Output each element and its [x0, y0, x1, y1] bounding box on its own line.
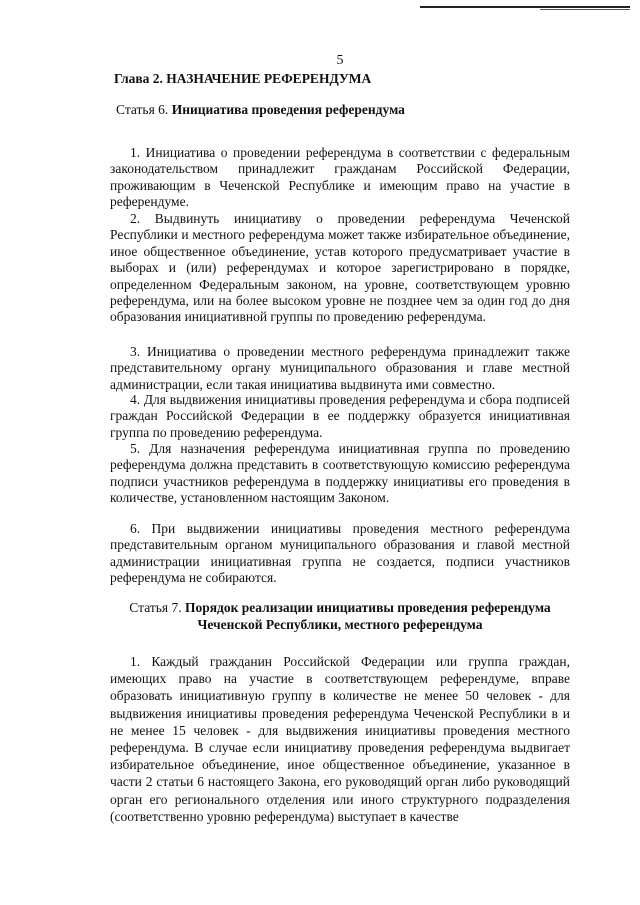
- article-6-heading: [116, 102, 405, 118]
- article-6-title: Инициатива проведения референдума: [171, 102, 405, 117]
- article-7-heading: [110, 599, 570, 633]
- article-6-paragraph-1: 1. Инициатива о проведении референдума в соответствии с федеральным законодательством принадлежит гражданам Российской Федерации, проживающим в Чеченской Республике и имеющим право на участие в референдуме.: [110, 145, 570, 210]
- article-6-prefix: Статья 6.: [116, 102, 172, 117]
- scan-top-rule: [420, 6, 630, 8]
- article-7-title-line-2: Чеченской Республики, местного референдума: [197, 617, 483, 632]
- article-7-title-line-1: Порядок реализации инициативы проведения референдума: [184, 600, 551, 615]
- article-7-prefix: Статья 7.: [129, 600, 185, 615]
- page-number: 5: [336, 53, 344, 68]
- article-6-paragraph-3: 3. Инициатива о проведении местного референдума принадлежит также представительному органу муниципального образования и главе местной администрации, если такая инициатива выдвинута ими совместно.: [110, 344, 570, 392]
- article-7-heading-line-1: [110, 599, 570, 616]
- article-6-paragraph-4: 4. Для выдвижения инициативы проведения референдума и сбора подписей граждан Российской Федерации в ее поддержку образуется инициативная группа по проведению референдума.: [110, 392, 570, 440]
- chapter-heading: Глава 2. НАЗНАЧЕНИЕ РЕФЕРЕНДУМА: [114, 71, 372, 86]
- article-6-paragraph-2: 2. Выдвинуть инициативу о проведении референдума Чеченской Республики и местного референдума может также избирательное объединение, иное общественное объединение, устав которого предусматривает участие в выборах и (или) референдумах и которое зарегистрировано в порядке, определенном Федеральным законом, на уровне, соответствующем уровню референдума, или на более высоком уровне не позднее чем за один год до дня образования инициативной группы по проведению референдума.: [110, 211, 570, 325]
- scan-top-rule-thin: [540, 9, 630, 10]
- article-6-paragraph-6: 6. При выдвижении инициативы проведения местного референдума представительным органом муниципального образования и главой местной администрации инициативная группа не создается, подписи участников референдума не собираются.: [110, 521, 570, 586]
- article-6-paragraph-5: 5. Для назначения референдума инициативная группа по проведению референдума должна представить в соответствующую комиссию референдума подписи участников референдума в поддержку инициативы его проведения в количестве, установленном настоящим Законом.: [110, 441, 570, 506]
- article-7-paragraph-1: 1. Каждый гражданин Российской Федерации или группа граждан, имеющих право на участие в соответствующем референдуме, вправе образовать инициативную группу в количестве не менее 50 человек - для выдвижения инициативы проведения референдума Чеченской Республики в и не менее 15 человек - для выдвижения инициативы проведения местного референдума. В случае если инициативу проведения референдума выдвигает избирательное объединение, иное общественное объединение, указанное в части 2 статьи 6 настоящего Закона, его руководящий орган либо руководящий орган его регионального отделения или иного структурного подразделения (соответственно уровню референдума) выступает в качестве: [110, 654, 570, 824]
